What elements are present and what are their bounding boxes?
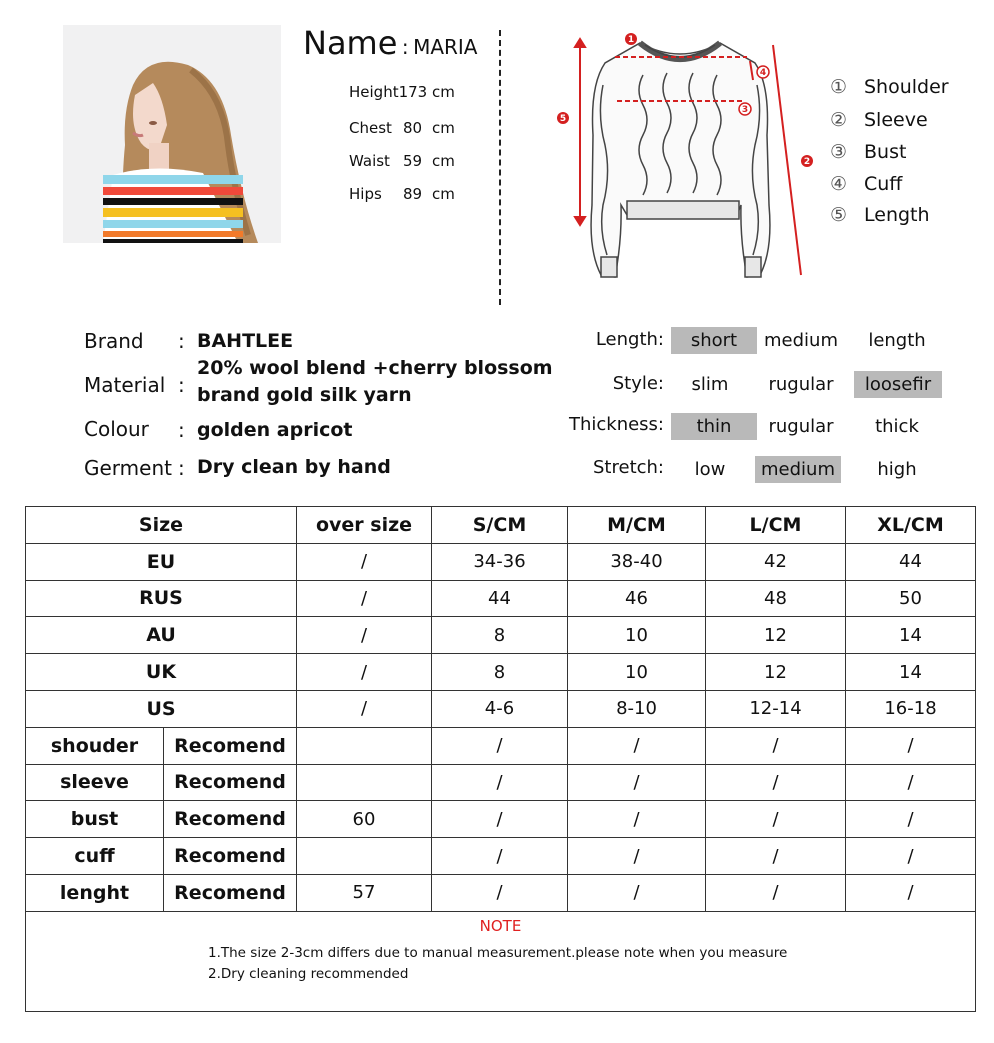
- colour-value: golden apricot: [197, 419, 353, 441]
- table-cell: 8-10: [568, 690, 706, 727]
- sweater-diagram: [555, 25, 811, 290]
- table-cell: /: [297, 580, 432, 617]
- table-cell: 4-6: [432, 690, 568, 727]
- length-option-short: short: [671, 327, 757, 354]
- size-chart-table: [25, 506, 976, 1012]
- marker-2-label: 2: [803, 157, 811, 167]
- table-cell: /: [297, 654, 432, 691]
- table-cell: 44: [846, 543, 976, 580]
- measurement-label: Hips: [349, 185, 382, 203]
- material-label: Material: [84, 373, 166, 397]
- table-cell: [297, 838, 432, 875]
- table-cell: 50: [846, 580, 976, 617]
- table-cell: 38-40: [568, 543, 706, 580]
- style-option-rugular: rugular: [768, 374, 834, 395]
- legend-label: Cuff: [864, 173, 903, 195]
- table-cell: /: [846, 838, 976, 875]
- stretch-option-label: Stretch:: [593, 457, 664, 478]
- table-cell: 8: [432, 654, 568, 691]
- region-cell: UK: [26, 654, 297, 691]
- table-cell: /: [432, 874, 568, 911]
- table-cell: /: [297, 690, 432, 727]
- header-cell: over size: [297, 507, 432, 544]
- table-cell: /: [432, 838, 568, 875]
- model-name-value: MARIA: [413, 35, 478, 59]
- table-cell: /: [706, 874, 846, 911]
- length-option-medium: medium: [764, 330, 838, 351]
- table-row: [26, 690, 976, 727]
- table-cell: 10: [568, 654, 706, 691]
- region-cell: AU: [26, 617, 297, 654]
- material-value-line-1: 20% wool blend +cherry blossom: [197, 357, 553, 379]
- legend-number: ④: [830, 173, 848, 195]
- model-illustration: [63, 25, 281, 243]
- table-cell: /: [297, 543, 432, 580]
- germent-label: Germent: [84, 456, 172, 480]
- legend-bust: [830, 141, 906, 163]
- measurement-unit: cm: [432, 83, 455, 101]
- table-row: [26, 617, 976, 654]
- table-row: [26, 838, 976, 875]
- stretch-option-medium: medium: [755, 456, 841, 483]
- measure-name-cell: bust: [26, 801, 164, 838]
- material-value-line-2: brand gold silk yarn: [197, 384, 412, 406]
- measurement-value: 80: [403, 119, 423, 137]
- region-cell: RUS: [26, 580, 297, 617]
- table-cell: [297, 764, 432, 801]
- marker-5-label: 5: [559, 114, 567, 124]
- table-cell: /: [706, 764, 846, 801]
- brand-label: Brand: [84, 329, 144, 353]
- table-cell: 8: [432, 617, 568, 654]
- table-cell: /: [568, 801, 706, 838]
- table-row: [26, 727, 976, 764]
- legend-number: ①: [830, 76, 848, 98]
- colour-label: Colour: [84, 417, 149, 441]
- table-cell: 16-18: [846, 690, 976, 727]
- table-cell: /: [568, 838, 706, 875]
- table-cell: /: [706, 727, 846, 764]
- style-option-label: Style:: [612, 373, 664, 394]
- germent-colon: :: [178, 456, 185, 480]
- legend-sleeve: [830, 109, 928, 131]
- table-cell: /: [432, 801, 568, 838]
- length-option-label: Length:: [595, 329, 664, 350]
- table-row: [26, 801, 976, 838]
- table-cell: 57: [297, 874, 432, 911]
- model-name-colon: :: [401, 35, 409, 59]
- header-cell: L/CM: [706, 507, 846, 544]
- table-row: [26, 543, 976, 580]
- brand-value: BAHTLEE: [197, 330, 294, 352]
- material-colon: :: [178, 373, 185, 397]
- note-row: [26, 911, 976, 1011]
- model-name: [303, 24, 477, 62]
- table-cell: /: [846, 874, 976, 911]
- table-cell: 14: [846, 654, 976, 691]
- note-cell: [26, 911, 976, 1011]
- table-cell: /: [432, 727, 568, 764]
- legend-cuff: [830, 173, 902, 195]
- recommend-cell: Recomend: [164, 801, 297, 838]
- legend-length: [830, 204, 930, 226]
- legend-label: Length: [864, 204, 930, 226]
- stretch-option-high: high: [877, 459, 917, 480]
- table-cell: 14: [846, 617, 976, 654]
- header-cell: XL/CM: [846, 507, 976, 544]
- recommend-cell: Recomend: [164, 764, 297, 801]
- table-cell: /: [846, 764, 976, 801]
- header-cell: S/CM: [432, 507, 568, 544]
- model-chest: [349, 119, 455, 137]
- thickness-option-thin: thin: [671, 413, 757, 440]
- header-cell: M/CM: [568, 507, 706, 544]
- note-line-1: 1.The size 2-3cm differs due to manual measurement.please note when you measure: [208, 944, 788, 961]
- measurement-unit: cm: [432, 152, 455, 170]
- marker-4-label: 4: [759, 68, 767, 78]
- table-row: [26, 874, 976, 911]
- stretch-option-low: low: [694, 459, 726, 480]
- measurement-label: Chest: [349, 119, 392, 137]
- measurement-label: Waist: [349, 152, 390, 170]
- germent-value: Dry clean by hand: [197, 456, 391, 478]
- brand-colon: :: [178, 329, 185, 353]
- legend-label: Shoulder: [864, 76, 949, 98]
- table-cell: /: [568, 764, 706, 801]
- recommend-cell: Recomend: [164, 874, 297, 911]
- colour-colon: :: [178, 418, 185, 442]
- measurement-label: Height: [349, 83, 399, 101]
- note-title: NOTE: [479, 916, 522, 935]
- measurement-value: 89: [403, 185, 423, 203]
- style-option-slim: slim: [691, 374, 729, 395]
- table-cell: /: [706, 838, 846, 875]
- table-cell: 34-36: [432, 543, 568, 580]
- header-cell: Size: [26, 507, 297, 544]
- legend-shoulder: [830, 76, 949, 98]
- table-cell: 46: [568, 580, 706, 617]
- table-cell: /: [846, 727, 976, 764]
- marker-3-label: 3: [741, 105, 749, 115]
- model-name-label: Name: [303, 24, 398, 62]
- table-header-row: [26, 507, 976, 544]
- table-row: [26, 654, 976, 691]
- table-cell: 48: [706, 580, 846, 617]
- model-waist: [349, 152, 455, 170]
- dashed-divider: [499, 30, 501, 305]
- measure-name-cell: sleeve: [26, 764, 164, 801]
- note-line-2: 2.Dry cleaning recommended: [208, 965, 409, 982]
- measurement-value: 173: [398, 83, 428, 101]
- table-cell: /: [568, 874, 706, 911]
- table-cell: /: [706, 801, 846, 838]
- model-hips: [349, 185, 455, 203]
- recommend-cell: Recomend: [164, 727, 297, 764]
- thickness-option-thick: thick: [875, 416, 919, 437]
- marker-1-label: 1: [627, 35, 635, 45]
- table-cell: 12-14: [706, 690, 846, 727]
- table-cell: /: [432, 764, 568, 801]
- table-row: [26, 580, 976, 617]
- region-cell: US: [26, 690, 297, 727]
- table-cell: 44: [432, 580, 568, 617]
- table-cell: [297, 727, 432, 764]
- region-cell: EU: [26, 543, 297, 580]
- table-cell: 60: [297, 801, 432, 838]
- measurement-value: 59: [403, 152, 423, 170]
- table-cell: 12: [706, 654, 846, 691]
- table-cell: /: [297, 617, 432, 654]
- style-option-loosefir: loosefir: [854, 371, 942, 398]
- table-row: [26, 764, 976, 801]
- table-cell: 12: [706, 617, 846, 654]
- recommend-cell: Recomend: [164, 838, 297, 875]
- measure-name-cell: shouder: [26, 727, 164, 764]
- legend-number: ③: [830, 141, 848, 163]
- thickness-option-rugular: rugular: [768, 416, 834, 437]
- legend-number: ⑤: [830, 204, 848, 226]
- measurement-unit: cm: [432, 185, 455, 203]
- table-cell: 42: [706, 543, 846, 580]
- measure-name-cell: lenght: [26, 874, 164, 911]
- measure-name-cell: cuff: [26, 838, 164, 875]
- model-photo: [63, 25, 281, 243]
- length-option-length: length: [868, 330, 926, 351]
- table-cell: 10: [568, 617, 706, 654]
- model-height: [349, 83, 455, 101]
- legend-label: Sleeve: [864, 109, 928, 131]
- legend-label: Bust: [864, 141, 907, 163]
- table-cell: /: [568, 727, 706, 764]
- legend-number: ②: [830, 109, 848, 131]
- table-cell: /: [846, 801, 976, 838]
- thickness-option-label: Thickness:: [568, 414, 664, 435]
- measurement-unit: cm: [432, 119, 455, 137]
